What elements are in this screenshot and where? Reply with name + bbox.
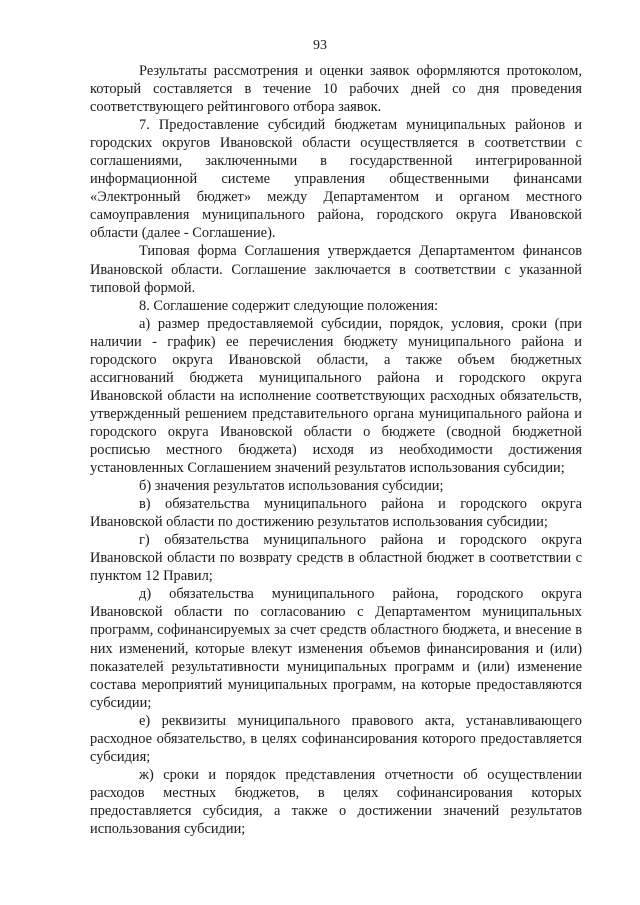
page-number: 93 bbox=[313, 38, 327, 53]
document-body bbox=[90, 62, 582, 838]
list-item-a: а) размер предоставляемой субсидии, порядок, условия, сроки (при наличии - график) ее перечисления бюджету муниципального района и городского округа Ивановской области, а также объем бюджетных ассигнований бюджета муниципального района и городского округа Ивановской области на исполнение соответствующих расходных обязательств, утвержденный решением представительного органа муниципального района и городского округа Ивановской области о бюджете (сводной бюджетной росписью местного бюджета) исходя из необходимости достижения установленных Соглашением значений результатов использования субсидии; bbox=[90, 315, 582, 477]
list-item-zh: ж) сроки и порядок представления отчетности об осуществлении расходов местных бюджетов, в целях софинансирования которых предоставляется субсидия, а также о достижении значений результатов использования субсидии; bbox=[90, 766, 582, 837]
list-item-d: д) обязательства муниципального района, городского округа Ивановской области по согласованию с Департаментом муниципальных программ, софинансируемых за счет средств областного бюджета, и внесение в них изменений, которые влекут изменения объемов финансирования и (или) показателей результативности муниципальных программ и (или) изменение состава мероприятий муниципальных программ, на которые предоставляются субсидии; bbox=[90, 586, 582, 711]
list-item-v: в) обязательства муниципального района и городского округа Ивановской области по достижению результатов использования субсидии; bbox=[90, 496, 582, 531]
list-item-b: б) значения результатов использования субсидии; bbox=[139, 478, 444, 495]
list-item-e: е) реквизиты муниципального правового акта, устанавливающего расходное обязательство, в целях софинансирования которого предоставляется субсидия; bbox=[90, 712, 582, 765]
paragraph-7-subsidy-agreements: 7. Предоставление субсидий бюджетам муниципальных районов и городских округов Ивановской области осуществляется в соответствии с соглашениями, заключенными в государственной интегрированной информационной системе управления общественными финансами «Электронный бюджет» между Департаментом и органом местного самоуправления муниципального района, городского округа Ивановской области (далее - Соглашение). bbox=[90, 117, 582, 242]
paragraph-results-protocol: Результаты рассмотрения и оценки заявок оформляются протоколом, который составляется в течение 10 рабочих дней со дня проведения соответствующего рейтингового отбора заявок. bbox=[90, 63, 582, 116]
paragraph-agreement-template: Типовая форма Соглашения утверждается Департаментом финансов Ивановской области. Соглашение заключается в соответствии с указанной типовой формой. bbox=[90, 243, 582, 296]
paragraph-8-agreement-contents: 8. Соглашение содержит следующие положения: bbox=[139, 297, 439, 314]
list-item-g: г) обязательства муниципального района и городского округа Ивановской области по возврату средств в областной бюджет в соответствии с пунктом 12 Правил; bbox=[90, 532, 582, 585]
